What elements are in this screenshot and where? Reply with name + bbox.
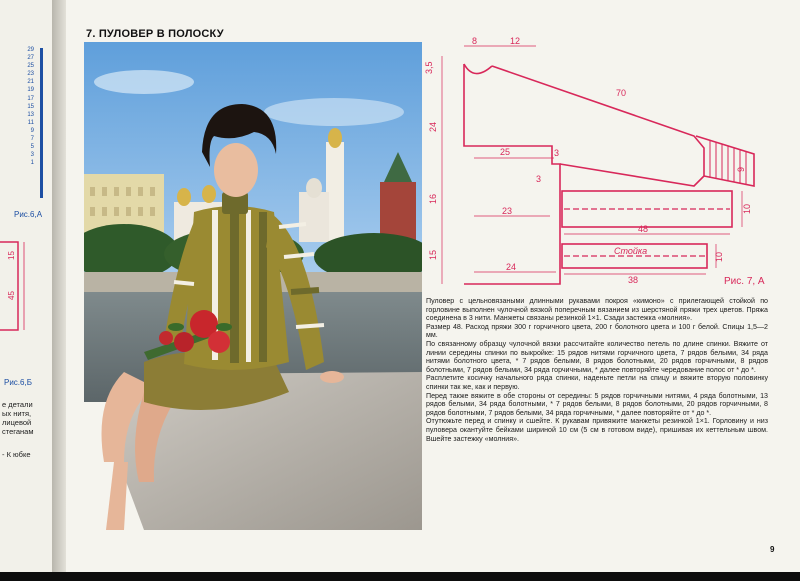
row-number: 21 — [27, 79, 34, 86]
description-text — [426, 297, 768, 443]
neckline — [464, 64, 492, 74]
row-number: 7 — [30, 136, 34, 143]
cloud — [264, 98, 404, 126]
sleeve-outline — [492, 66, 704, 186]
paragraph: Перед также вяжите в обе стороны от середины: 5 рядов горчичными нитями, 4 ряда болотными, 13 рядов белыми, 34 ряда болотными, * 7 рядов белыми, 8 рядов болотными, 20 рядов горчичными, 8 рядов болотными, 7 рядов белыми, 34 ряда горчичными, * далее повторяйте от * до *. — [426, 391, 768, 417]
dome — [202, 185, 216, 203]
row-number: 29 — [27, 47, 34, 53]
dome — [306, 178, 322, 198]
left-text-line: ых нитя, — [2, 409, 32, 418]
row-number: 15 — [27, 103, 34, 110]
cloud — [94, 70, 194, 94]
dim-10a: 10 — [742, 203, 752, 214]
dim-70: 70 — [616, 88, 627, 98]
left-text-line: стеганам — [2, 427, 34, 436]
photo-illustration — [84, 42, 422, 530]
row-number: 25 — [27, 63, 34, 70]
book-bottom-edge — [0, 572, 800, 581]
left-text-line: е детали — [2, 400, 33, 409]
row-number: 11 — [27, 119, 34, 126]
dim-25: 25 — [500, 147, 511, 157]
dim-24: 24 — [428, 121, 438, 132]
face — [214, 143, 258, 197]
paragraph: Пуловер с цельновязаными длинными рукавами покроя «кимоно» с прилегающей стойкой по горловине выполнен чулочной вязкой поперечным вязанием из шерстяной пряжи трех цветов. Пряжа соединена в 3 нити. Манжеты связаны резинкой 1×1. Сзади застежка «молния». — [426, 297, 768, 323]
dim-38: 38 — [628, 275, 639, 285]
row-number: 23 — [27, 71, 34, 78]
row-number: 13 — [27, 111, 34, 118]
page-number: 9 — [770, 545, 775, 554]
fig-6b-label: Рис.6,Б — [4, 378, 32, 387]
dim-3b: 3 — [536, 174, 542, 184]
page-title: 7. ПУЛОВЕР В ПОЛОСКУ — [86, 28, 224, 40]
row-number: 17 — [27, 95, 34, 102]
dim-45: 45 — [7, 291, 16, 300]
dim-16: 16 — [428, 193, 438, 204]
dim-24b: 24 — [506, 262, 517, 272]
row-number: 27 — [27, 55, 34, 62]
fig-6a-label: Рис.6,А — [14, 210, 43, 219]
dim-10b: 10 — [714, 251, 724, 262]
leg — [106, 462, 128, 530]
dim-48: 48 — [638, 224, 649, 234]
dim-9: 9 — [736, 166, 746, 172]
hand — [320, 371, 344, 383]
collar-label: Стойка — [614, 246, 648, 256]
row-number: 9 — [30, 127, 34, 134]
row-number: 3 — [30, 152, 34, 159]
paragraph: По связанному образцу чулочной вязки рассчитайте количество петель по длине спинки. Вяжите от линии середины спинки по выкройке: 15 рядов нитями горчичного цвета, 7 рядов белыми, 34 ряда нитями болотного цвета, * 7 рядов белыми, 8 рядов болотными, 20 рядов горчичными, 8 рядов болотными, 7 рядов белыми, 34 ряда горчичными, * далее повторяйте чередование полос от * до *. — [426, 339, 768, 374]
row-number: 1 — [30, 160, 34, 167]
pattern-body-outline — [464, 64, 560, 284]
paragraph: Размер 48. Расход пряжи 300 г горчичного цвета, 200 г болотного цвета и 100 г белой. Спицы 1,5—2 мм. — [426, 322, 768, 340]
left-pattern-fragment — [0, 238, 40, 338]
fashion-photo — [84, 42, 422, 530]
dome — [328, 128, 342, 148]
left-text-line: лицевой — [2, 418, 32, 427]
left-chart-bar — [40, 48, 43, 198]
row-number: 5 — [30, 144, 34, 151]
paragraph: Отутюжьте перед и спинку и сшейте. К рукавам привяжите манжеты резинкой 1×1. Горловину и низ пуловера окантуйте бейками шириной 10 см (5 см в готовом виде), пришивая их кеттельным швом. Вшейте застежку «молния». — [426, 417, 768, 443]
dim-12: 12 — [510, 36, 521, 46]
dim-15-body: 15 — [428, 249, 438, 260]
dim-3a: 3 — [554, 148, 560, 158]
figure-label: Рис. 7, А — [724, 276, 765, 287]
dim-8: 8 — [472, 36, 478, 46]
pattern-diagram — [424, 36, 774, 294]
dim-23: 23 — [502, 206, 513, 216]
cathedral — [299, 192, 329, 242]
paragraph: Расплетите косичку начального ряда спинки, наденьте петли на спицу и вяжите вторую половинку спинки так же, как и первую. — [426, 374, 768, 391]
left-row-numbers — [10, 46, 34, 167]
left-text-skirt: - К юбке — [2, 450, 31, 459]
dome — [177, 188, 191, 206]
dim-15: 15 — [7, 251, 16, 260]
row-number: 19 — [27, 87, 34, 94]
dim-3-5: 3,5 — [424, 61, 434, 74]
